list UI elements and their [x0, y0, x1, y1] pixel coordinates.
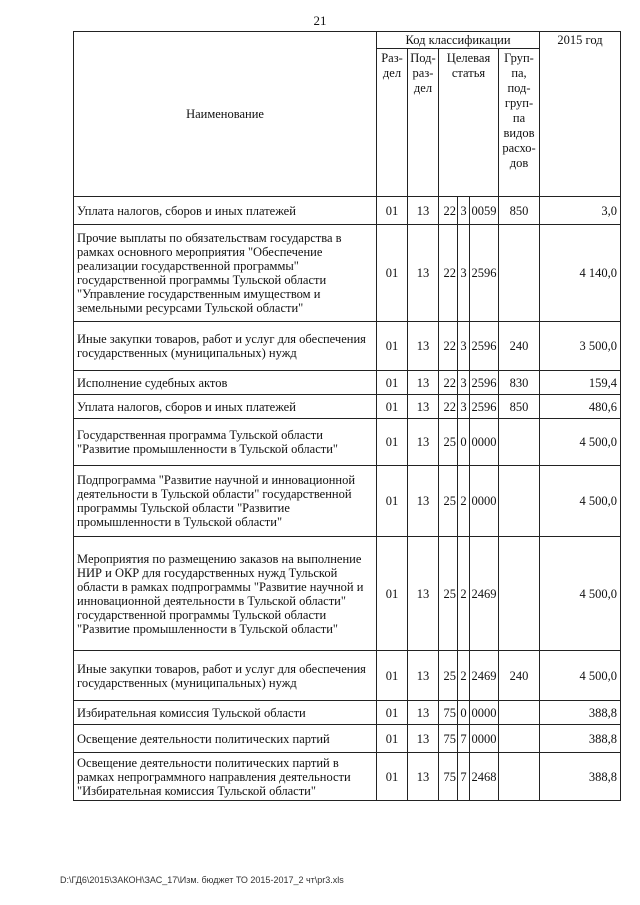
table-row: [74, 651, 621, 701]
row-razdel: 01: [377, 753, 408, 801]
table-row: [74, 537, 621, 651]
row-target-direction: 0000: [470, 419, 499, 466]
row-target-subprogram: 2: [458, 466, 470, 537]
row-target-subprogram: 3: [458, 225, 470, 322]
row-target-subprogram: 7: [458, 725, 470, 753]
table-row: [74, 197, 621, 225]
row-podrazdel: 13: [408, 725, 439, 753]
row-name: Мероприятия по размещению заказов на выполнение НИР и ОКР для государственных нужд Тульской области в рамках подпрограммы "Развитие научной и инновационной деятельности в Тульской области" государственной программы Тульской области "Развитие промышленности в Тульской области": [74, 537, 377, 651]
row-name: Уплата налогов, сборов и иных платежей: [74, 197, 377, 225]
row-expense-group: [499, 537, 540, 651]
table-row: [74, 753, 621, 801]
row-target-subprogram: 0: [458, 701, 470, 725]
row-razdel: 01: [377, 701, 408, 725]
row-podrazdel: 13: [408, 466, 439, 537]
row-amount: 4 500,0: [540, 537, 621, 651]
table-header: [74, 32, 621, 197]
row-target-program: 75: [439, 701, 458, 725]
row-target-program: 22: [439, 371, 458, 395]
row-name: Иные закупки товаров, работ и услуг для обеспечения государственных (муниципальных) нужд: [74, 651, 377, 701]
header-razdel: Раз- дел: [377, 49, 408, 197]
row-podrazdel: 13: [408, 537, 439, 651]
row-target-program: 25: [439, 419, 458, 466]
table-row: [74, 371, 621, 395]
row-name: Подпрограмма "Развитие научной и инновационной деятельности в Тульской области" государственной программы Тульской области "Развитие промышленности в Тульской области": [74, 466, 377, 537]
row-name: Уплата налогов, сборов и иных платежей: [74, 395, 377, 419]
row-amount: 388,8: [540, 701, 621, 725]
row-expense-group: [499, 225, 540, 322]
header-year: 2015 год: [540, 32, 621, 197]
row-target-program: 22: [439, 197, 458, 225]
row-target-program: 75: [439, 753, 458, 801]
row-target-subprogram: 3: [458, 322, 470, 371]
row-target-program: 25: [439, 537, 458, 651]
row-razdel: 01: [377, 197, 408, 225]
row-target-subprogram: 0: [458, 419, 470, 466]
row-target-direction: 2596: [470, 371, 499, 395]
row-target-direction: 2596: [470, 322, 499, 371]
header-name: Наименование: [74, 32, 377, 197]
row-target-subprogram: 2: [458, 651, 470, 701]
row-target-program: 25: [439, 466, 458, 537]
row-razdel: 01: [377, 322, 408, 371]
row-podrazdel: 13: [408, 322, 439, 371]
row-name: Избирательная комиссия Тульской области: [74, 701, 377, 725]
row-amount: 159,4: [540, 371, 621, 395]
table-row: [74, 419, 621, 466]
row-expense-group: [499, 753, 540, 801]
row-podrazdel: 13: [408, 197, 439, 225]
table-row: [74, 701, 621, 725]
row-amount: 480,6: [540, 395, 621, 419]
row-razdel: 01: [377, 395, 408, 419]
row-razdel: 01: [377, 419, 408, 466]
row-expense-group: [499, 725, 540, 753]
row-podrazdel: 13: [408, 371, 439, 395]
row-target-program: 75: [439, 725, 458, 753]
row-target-program: 25: [439, 651, 458, 701]
row-podrazdel: 13: [408, 225, 439, 322]
row-expense-group: [499, 466, 540, 537]
row-expense-group: 850: [499, 395, 540, 419]
row-target-direction: 2469: [470, 651, 499, 701]
row-expense-group: 850: [499, 197, 540, 225]
page-number: 21: [313, 13, 327, 28]
row-target-program: 22: [439, 322, 458, 371]
row-name: Освещение деятельности политических партий: [74, 725, 377, 753]
row-target-direction: 2468: [470, 753, 499, 801]
row-target-direction: 0000: [470, 701, 499, 725]
row-target-subprogram: 3: [458, 197, 470, 225]
row-podrazdel: 13: [408, 395, 439, 419]
row-target-subprogram: 3: [458, 371, 470, 395]
header-target: Целевая статья: [439, 49, 499, 197]
row-razdel: 01: [377, 725, 408, 753]
row-name: Иные закупки товаров, работ и услуг для обеспечения государственных (муниципальных) нужд: [74, 322, 377, 371]
row-target-direction: 0000: [470, 725, 499, 753]
row-target-direction: 2596: [470, 395, 499, 419]
row-expense-group: [499, 419, 540, 466]
row-target-subprogram: 2: [458, 537, 470, 651]
row-podrazdel: 13: [408, 753, 439, 801]
row-amount: 4 140,0: [540, 225, 621, 322]
row-amount: 3,0: [540, 197, 621, 225]
row-amount: 4 500,0: [540, 466, 621, 537]
row-amount: 388,8: [540, 753, 621, 801]
row-razdel: 01: [377, 651, 408, 701]
header-podrazdel: Под- раз- дел: [408, 49, 439, 197]
budget-table: [73, 31, 621, 801]
row-podrazdel: 13: [408, 419, 439, 466]
row-name: Исполнение судебных актов: [74, 371, 377, 395]
row-amount: 4 500,0: [540, 651, 621, 701]
row-target-subprogram: 3: [458, 395, 470, 419]
header-code-group: Код классификации: [377, 32, 540, 49]
row-podrazdel: 13: [408, 651, 439, 701]
row-razdel: 01: [377, 537, 408, 651]
row-target-direction: 0000: [470, 466, 499, 537]
row-amount: 3 500,0: [540, 322, 621, 371]
row-name: Государственная программа Тульской области "Развитие промышленности в Тульской области": [74, 419, 377, 466]
row-target-direction: 2596: [470, 225, 499, 322]
row-expense-group: 240: [499, 651, 540, 701]
row-razdel: 01: [377, 371, 408, 395]
row-target-program: 22: [439, 225, 458, 322]
row-name: Прочие выплаты по обязательствам государства в рамках основного мероприятия "Обеспечение реализации государственной программы" государственной программы Тульской области "Управление государственным имуществом и земельными ресурсами Тульской области": [74, 225, 377, 322]
row-amount: 388,8: [540, 725, 621, 753]
footer-file-path: D:\ГД6\2015\ЗАКОН\ЗАС_17\Изм. бюджет ТО 2015-2017_2 чт\pr3.xls: [60, 875, 344, 885]
row-razdel: 01: [377, 466, 408, 537]
table-row: [74, 395, 621, 419]
table-row: [74, 466, 621, 537]
row-expense-group: [499, 701, 540, 725]
table-body: [74, 197, 621, 801]
row-target-direction: 0059: [470, 197, 499, 225]
row-expense-group: 830: [499, 371, 540, 395]
table-row: [74, 725, 621, 753]
row-razdel: 01: [377, 225, 408, 322]
row-target-direction: 2469: [470, 537, 499, 651]
row-expense-group: 240: [499, 322, 540, 371]
table-row: [74, 225, 621, 322]
row-target-program: 22: [439, 395, 458, 419]
row-target-subprogram: 7: [458, 753, 470, 801]
row-podrazdel: 13: [408, 701, 439, 725]
header-group: Груп- па, под- груп- па видов расхо- дов: [499, 49, 540, 197]
row-name: Освещение деятельности политических партий в рамках непрограммного направления деятельности "Избирательная комиссия Тульской области": [74, 753, 377, 801]
row-amount: 4 500,0: [540, 419, 621, 466]
table-row: [74, 322, 621, 371]
